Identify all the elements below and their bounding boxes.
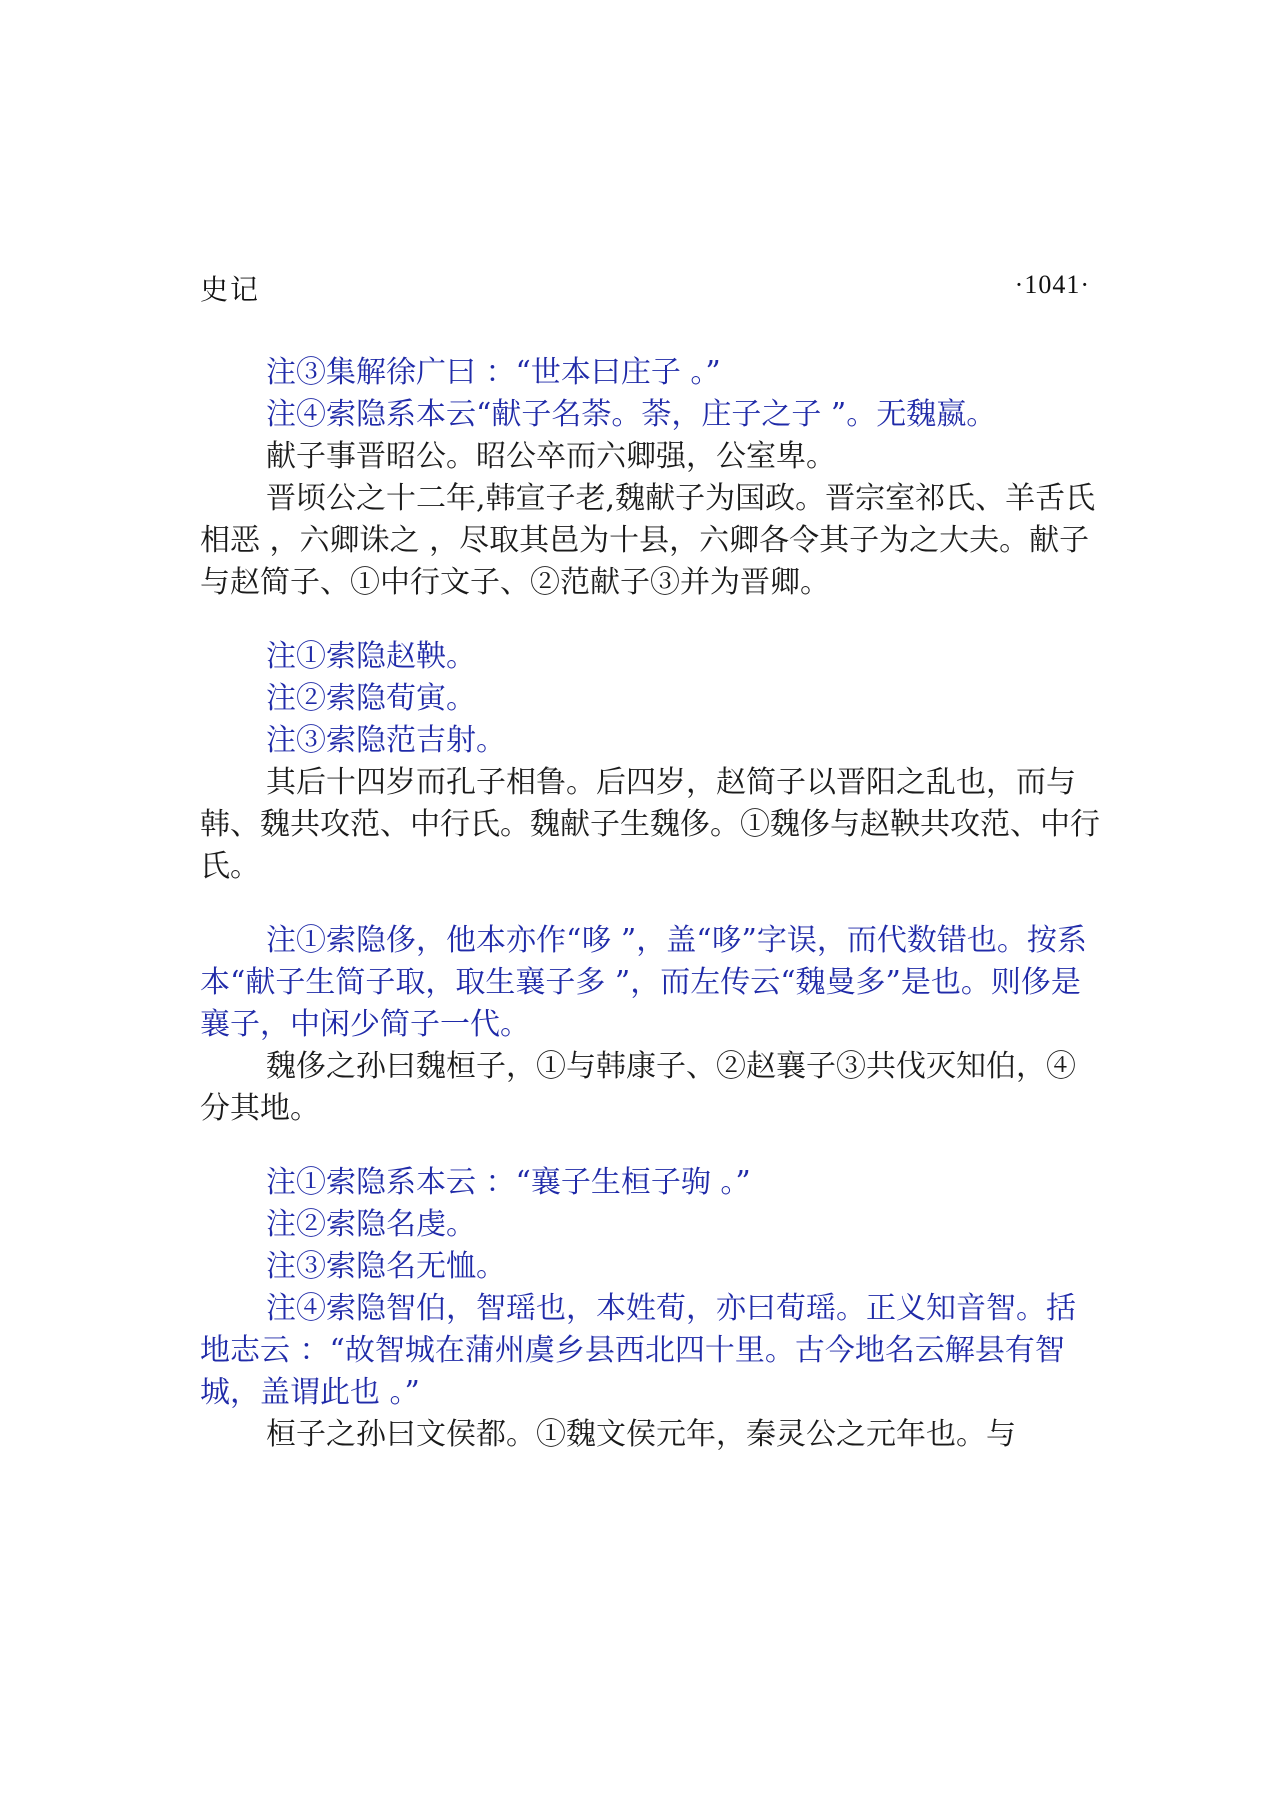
annotation-paragraph: 注④索隐智伯，智瑶也，本姓荀，亦曰荀瑶。正义知音智。括地志云 ：“故智城在蒲州虞乡县西北四十里。古今地名云解县有智城，盖谓此也 。” [200,1291,1076,1410]
body-paragraph: 魏侈之孙曰魏桓子，①与韩康子、②赵襄子③共伐灭知伯，④分其地。 [200,1049,1076,1126]
page-body [200,352,1100,1456]
page-number: ·1041· [1014,270,1090,299]
body-paragraph: 晋顷公之十二年,韩宣子老,魏献子为国政。晋宗室祁氏、羊舌氏相恶 ，六卿诛之 ，尽取其邑为十县，六卿各令其子为之大夫。献子与赵简子、①中行文子、②范献子③并为晋卿。 [200,481,1096,600]
paragraph-spacer [200,888,1100,920]
annotation-paragraph: 注④索隐系本云“献子名荼。荼，庄子之子 ”。无魏嬴。 [266,397,997,432]
annotation-paragraph: 注②索隐荀寅。 [266,681,476,716]
page-header [200,268,1090,304]
body-paragraph: 桓子之孙曰文侯都。①魏文侯元年，秦灵公之元年也。与 [266,1417,1016,1452]
annotation-paragraph: 注③集解徐广曰 ：“世本曰庄子 。” [266,355,721,390]
annotation-paragraph: 注①索隐系本云 ：“襄子生桓子驹 。” [266,1165,751,1200]
annotation-paragraph: 注①索隐侈，他本亦作“哆 ”，盖“哆”字误，而代数错也。按系本“献子生简子取，取生襄子多 ”，而左传云“魏曼多”是也。则侈是襄子，中闲少简子一代。 [200,923,1087,1042]
annotation-paragraph: 注②索隐名虔。 [266,1207,476,1242]
annotation-paragraph: 注③索隐名无恤。 [266,1249,506,1284]
paragraph-spacer [200,604,1100,636]
paragraph-spacer [200,1130,1100,1162]
book-title: 史记 [200,273,261,306]
body-paragraph: 其后十四岁而孔子相鲁。后四岁，赵简子以晋阳之乱也，而与韩、魏共攻范、中行氏。魏献子生魏侈。①魏侈与赵鞅共攻范、中行氏。 [200,765,1100,884]
body-paragraph: 献子事晋昭公。昭公卒而六卿强，公室卑。 [266,439,836,474]
annotation-paragraph: 注①索隐赵鞅。 [266,639,476,674]
annotation-paragraph: 注③索隐范吉射。 [266,723,506,758]
